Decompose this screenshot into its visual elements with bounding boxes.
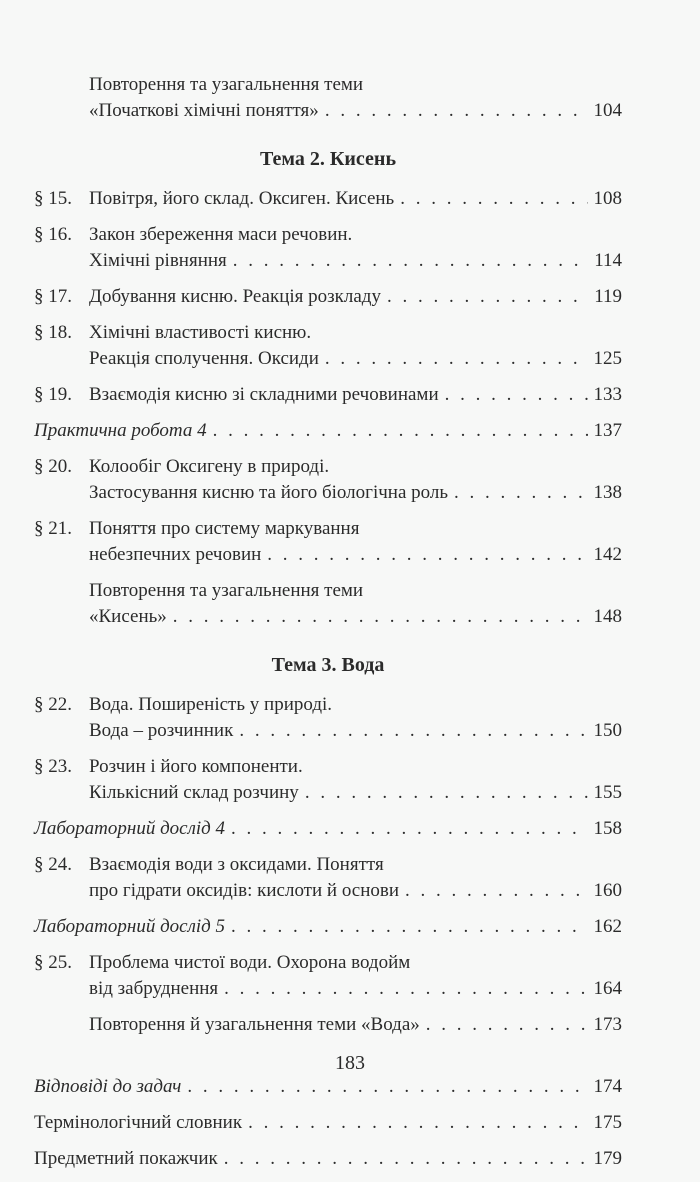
entry-number: § 21. xyxy=(34,518,72,539)
toc-entry xyxy=(34,516,622,568)
leader-dots xyxy=(239,718,587,744)
entry-line: Проблема чистої води. Охорона водойм xyxy=(89,952,411,973)
entry-line: Закон збереження маси речовин. xyxy=(89,224,353,245)
entry-line: Повторення та узагальнення теми xyxy=(89,74,364,95)
entry-title: Добування кисню. Реакція розкладу xyxy=(89,286,381,307)
entry-number: § 17. xyxy=(34,286,72,307)
entry-page: 158 xyxy=(593,818,622,839)
toc-entry xyxy=(34,1074,622,1100)
entry-title: Лабораторний дослід 4 xyxy=(34,818,226,839)
leader-dots xyxy=(426,1012,588,1038)
entry-title: Реакція сполучення. Оксиди xyxy=(89,348,319,369)
toc-entry xyxy=(34,454,622,506)
leader-dots xyxy=(387,284,588,310)
entry-number: § 19. xyxy=(34,384,72,405)
toc-entry xyxy=(34,852,622,904)
toc-entry xyxy=(34,320,622,372)
toc-entry xyxy=(34,186,622,212)
entry-title: Повітря, його склад. Оксиген. Кисень xyxy=(89,188,395,209)
entry-page: 133 xyxy=(593,384,622,405)
entry-page: 155 xyxy=(593,782,622,803)
toc-entry xyxy=(34,1012,622,1038)
entry-number: § 18. xyxy=(34,322,72,343)
appendix-entries xyxy=(34,1074,622,1172)
entry-line: Взаємодія води з оксидами. Поняття xyxy=(89,854,384,875)
entry-number: § 16. xyxy=(34,224,72,245)
entry-line: Розчин і його компоненти. xyxy=(89,756,303,777)
leader-dots xyxy=(213,418,588,444)
leader-dots xyxy=(325,98,588,124)
leader-dots xyxy=(305,780,588,806)
entry-number: § 23. xyxy=(34,756,72,777)
entry-line: Повторення та узагальнення теми xyxy=(89,580,364,601)
entry-page: 137 xyxy=(593,420,622,441)
entry-line: Колообіг Оксигену в природі. xyxy=(89,456,330,477)
toc-entry xyxy=(34,692,622,744)
entry-title: Предметний покажчик xyxy=(34,1148,218,1169)
toc-entry xyxy=(34,816,622,842)
entry-page: 138 xyxy=(593,482,622,503)
leader-dots xyxy=(231,816,587,842)
entry-title: Лабораторний дослід 5 xyxy=(34,916,226,937)
entry-title: Практична робота 4 xyxy=(34,420,207,441)
leader-dots xyxy=(231,914,587,940)
table-of-contents xyxy=(34,72,622,1182)
entry-page: 164 xyxy=(593,978,622,999)
entry-line: Хімічні властивості кисню. xyxy=(89,322,312,343)
entry-title: небезпечних речовин xyxy=(89,544,262,565)
leader-dots xyxy=(224,1146,588,1172)
entry-page: 179 xyxy=(593,1148,622,1169)
topic-2-heading: Тема 2. Кисень xyxy=(259,148,397,170)
leader-dots xyxy=(405,878,587,904)
entry-page: 125 xyxy=(593,348,622,369)
entry-page: 114 xyxy=(594,250,622,271)
entry-page: 160 xyxy=(593,880,622,901)
entry-title: від забруднення xyxy=(89,978,219,999)
entry-line: Поняття про систему маркування xyxy=(89,518,360,539)
entry-page: 173 xyxy=(593,1014,622,1035)
entry-number: § 15. xyxy=(34,188,72,209)
entry-title: Взаємодія кисню зі складними речовинами xyxy=(89,384,439,405)
entry-page: 108 xyxy=(593,188,622,209)
leader-dots xyxy=(187,1074,587,1100)
toc-entry xyxy=(34,284,622,310)
leader-dots xyxy=(233,248,588,274)
entry-number: § 22. xyxy=(34,694,72,715)
entry-number xyxy=(34,72,89,124)
entry-number: § 20. xyxy=(34,456,72,477)
entry-page: 148 xyxy=(593,606,622,627)
toc-entry xyxy=(34,418,622,444)
topic-3-heading: Тема 3. Вода xyxy=(271,654,385,676)
toc-entry xyxy=(34,914,622,940)
toc-entry xyxy=(34,1146,622,1172)
leader-dots xyxy=(267,542,587,568)
entry-number xyxy=(34,578,89,630)
entry-title: про гідрати оксидів: кислоти й основи xyxy=(89,880,400,901)
toc-entry xyxy=(34,382,622,408)
leader-dots xyxy=(400,186,587,212)
toc-entry xyxy=(34,222,622,274)
entry-title: Повторення й узагальнення теми «Вода» xyxy=(89,1014,420,1035)
entry-page: 162 xyxy=(593,916,622,937)
entry-page: 104 xyxy=(593,100,622,121)
toc-entry xyxy=(34,1110,622,1136)
leader-dots xyxy=(173,604,588,630)
entry-title: Хімічні рівняння xyxy=(89,250,227,271)
entry-title: Кількісний склад розчину xyxy=(89,782,299,803)
entry-line: Вода. Поширеність у природі. xyxy=(89,694,333,715)
toc-entry xyxy=(34,578,622,630)
entry-title: «Кисень» xyxy=(89,606,167,627)
entry-page: 175 xyxy=(593,1112,622,1133)
page-number: 183 xyxy=(335,1052,365,1074)
entry-title: Вода – розчинник xyxy=(89,720,234,741)
entry-number: § 24. xyxy=(34,854,72,875)
entry-title: Відповіді до задач xyxy=(34,1076,182,1097)
toc-entry xyxy=(34,950,622,1002)
entry-title: «Початкові хімічні поняття» xyxy=(89,100,319,121)
entry-page: 119 xyxy=(594,286,622,307)
entry-title: Термінологічний словник xyxy=(34,1112,243,1133)
entry-page: 142 xyxy=(593,544,622,565)
leader-dots xyxy=(224,976,587,1002)
leader-dots xyxy=(445,382,588,408)
entry-number xyxy=(34,1012,89,1038)
topic-2-entries xyxy=(34,186,622,630)
leader-dots xyxy=(248,1110,587,1136)
toc-entry xyxy=(34,754,622,806)
leader-dots xyxy=(454,480,587,506)
entry-title: Застосування кисню та його біологічна роль xyxy=(89,482,449,503)
topic-3-entries xyxy=(34,692,622,1038)
entry-page: 150 xyxy=(593,720,622,741)
entry-page: 174 xyxy=(593,1076,622,1097)
toc-entry-intro xyxy=(34,72,622,124)
leader-dots xyxy=(325,346,588,372)
entry-number: § 25. xyxy=(34,952,72,973)
